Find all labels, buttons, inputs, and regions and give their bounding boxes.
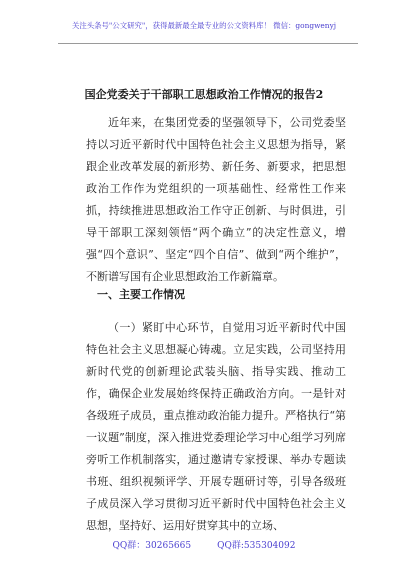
section-body-paragraph: （一）紧盯中心环节，自觉用习近平新时代中国特色社会主义思想凝心铸魂。立足实践，公司坚持用新时代党的创新理论武装头脑、指导实践、推动工作，确保企业发展始终保持正确政治方向。一是针对各级班子成员，重点推动政治能力提升。严格执行“第一议题”制度，深入推进党委理论学习中心组学习列席旁听工作机制落实，通过邀请专家授课、举办专题读书班、组织视频评学、开展专题研讨等，引导各级班子成员深入学习贯彻习近平新时代中国特色社会主义思想，坚持好、运用好贯穿其中的立场、 — [86, 321, 346, 532]
footer — [0, 538, 408, 551]
section-heading: 一、主要工作情况 — [97, 288, 185, 301]
document-title: 国企党委关于干部职工思想政治工作情况的报告2 — [84, 88, 324, 101]
header-divider — [58, 43, 358, 44]
intro-paragraph: 近年来，在集团党委的坚强领导下，公司党委坚持以习近平新时代中国特色社会主义思想为指导，紧跟企业改革发展的新形势、新任务、新要求，把思想政治工作作为党组织的一项基础性、经常性工作来抓，持续推进思想政治工作守正创新、与时俱进，引导干部职工深刻领悟“两个确立”的决定性意义，增强“四个意识”、坚定“四个自信”、做到“两个维护”，不断谱写国有企业思想政治工作新篇章。 — [86, 116, 346, 283]
header-banner: 关注头条号"公文研究"，获得最新最全最专业的公文资料库！ 微信：gongwenyj — [71, 21, 337, 30]
footer-qq-group-1: QQ群：30265665 — [112, 541, 192, 551]
footer-qq-group-2: QQ群:535304092 — [217, 541, 296, 551]
